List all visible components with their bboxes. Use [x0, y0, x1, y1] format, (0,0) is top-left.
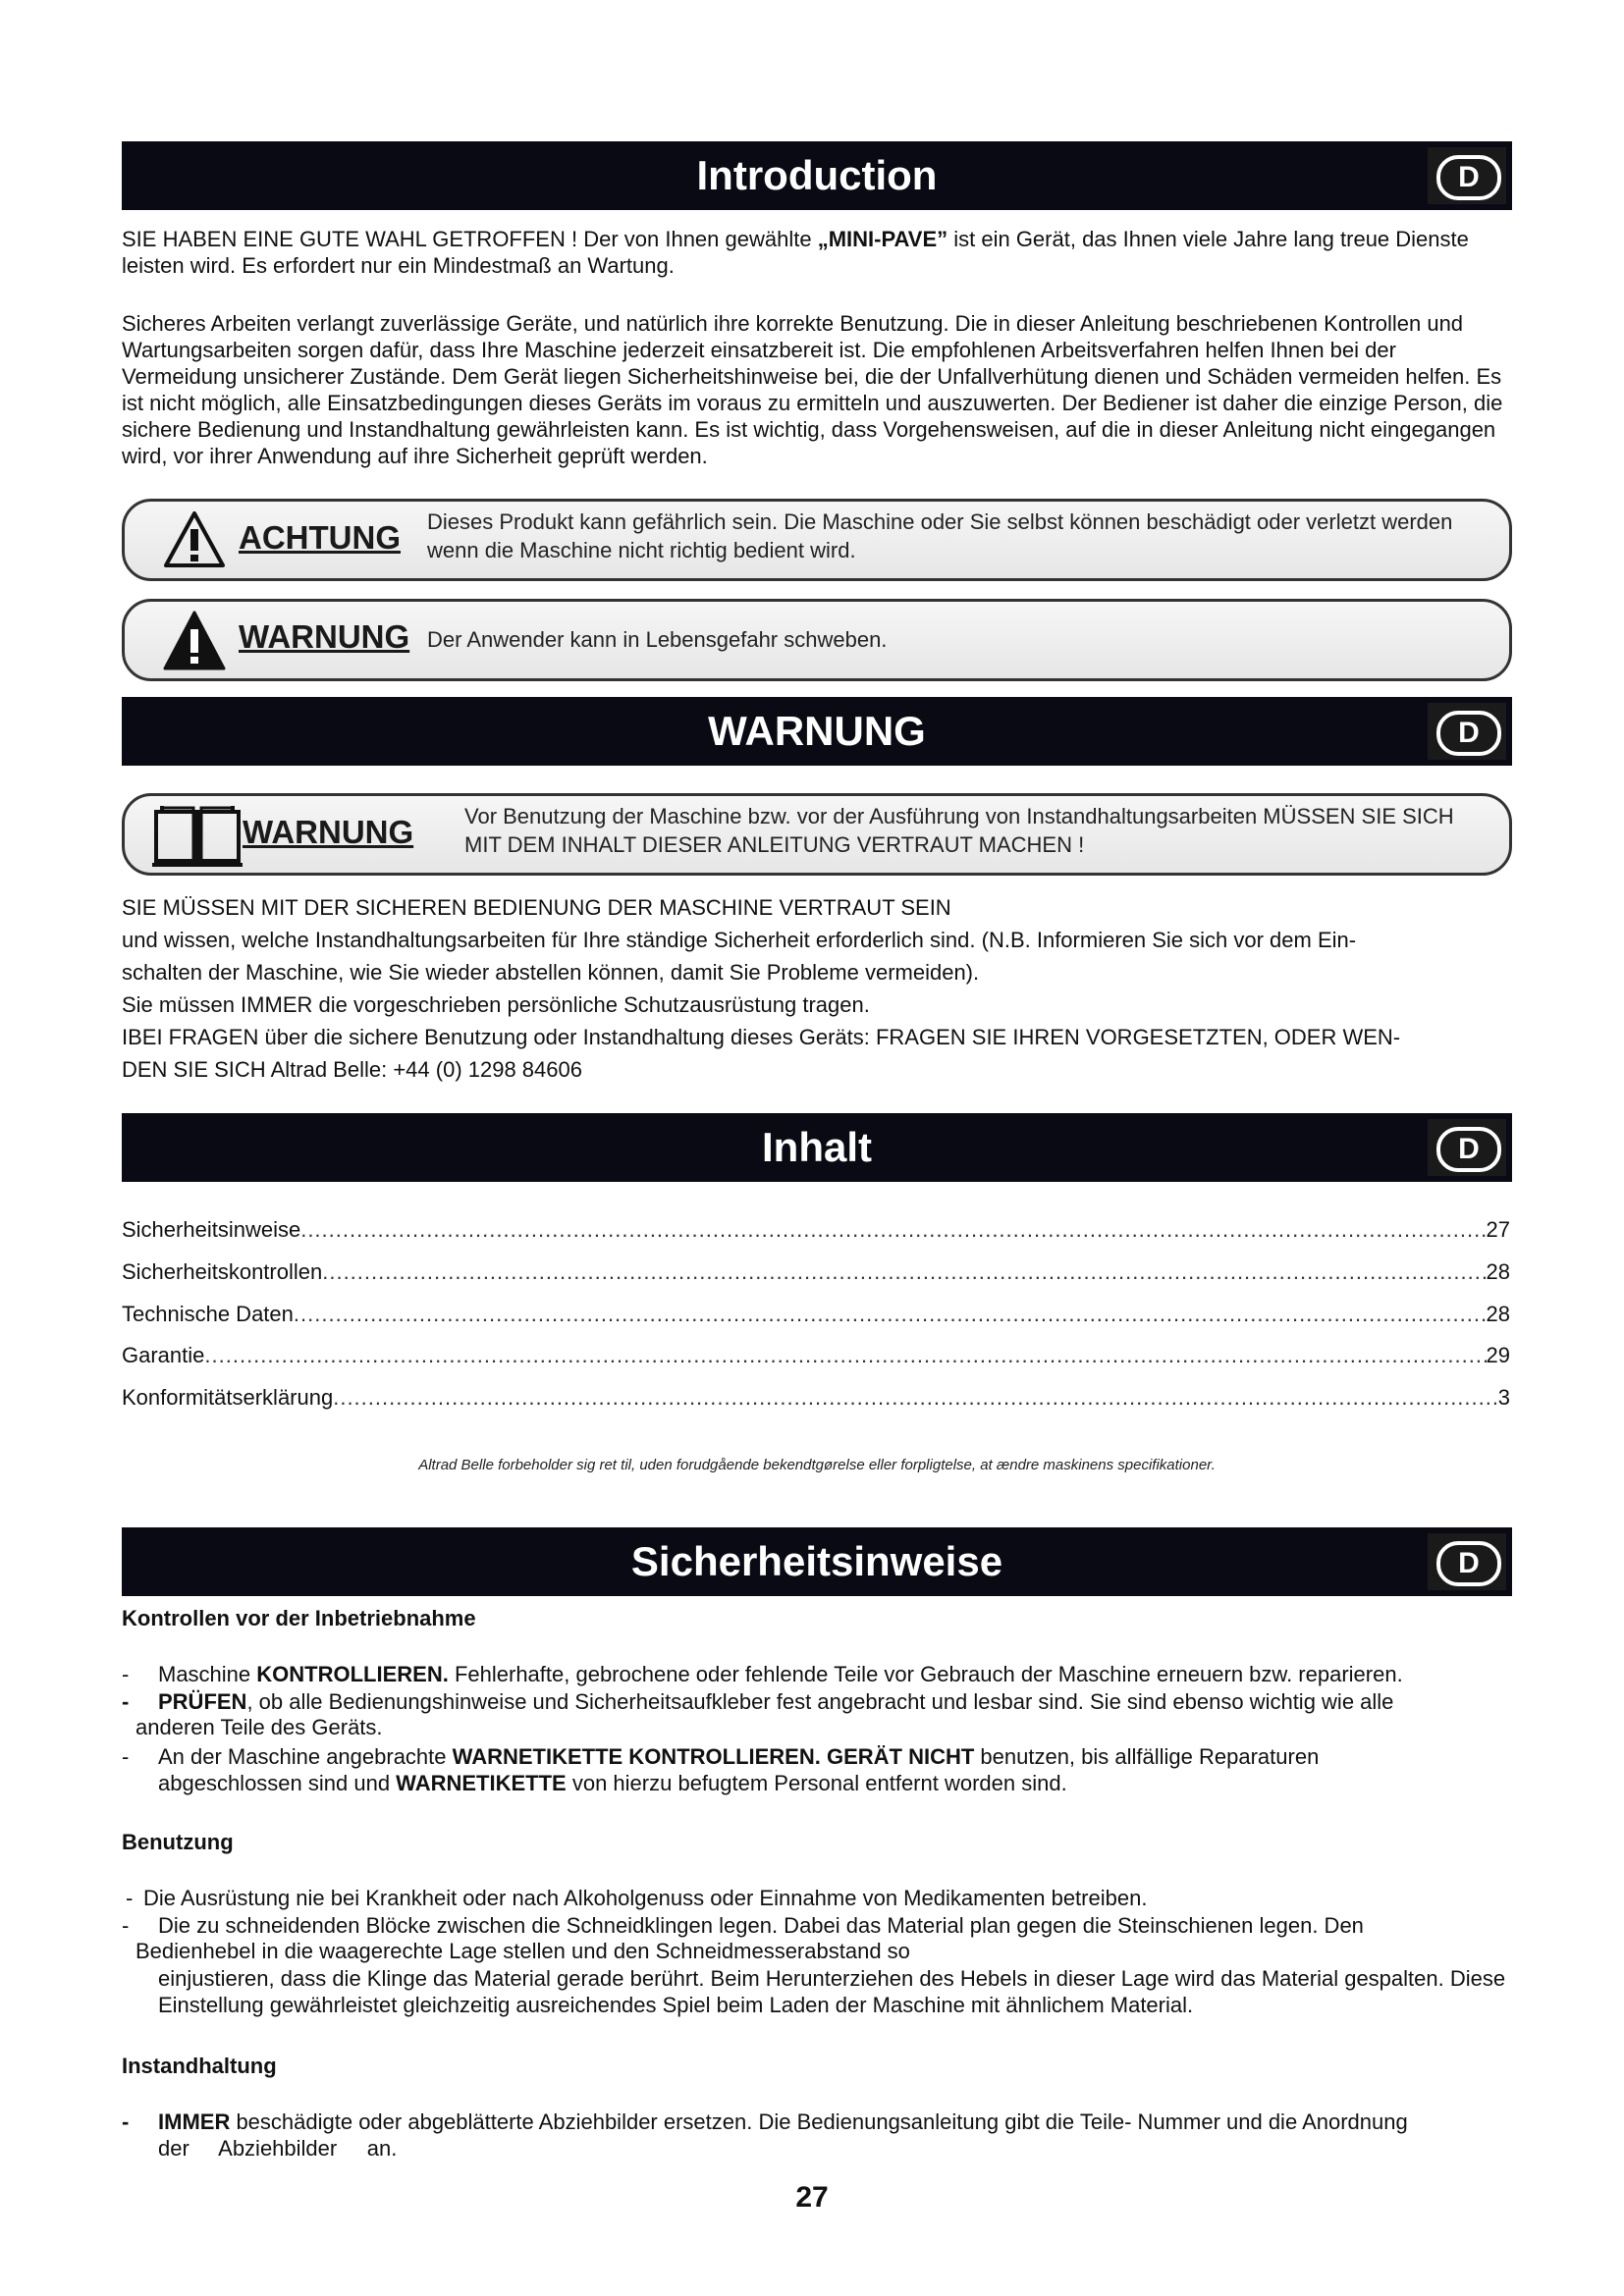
manual-book-icon	[148, 802, 246, 871]
intro-paragraph-1: SIE HABEN EINE GUTE WAHL GETROFFEN ! Der von Ihnen gewählte „MINI-PAVE” ist ein Gerät, das Ihnen viele Jahre lang treue Dienste leisten wird. Es erfordert nur ein Mindestmaß an Wartung.	[122, 227, 1469, 278]
manual-warnung-callout	[122, 793, 1512, 876]
toc-entry[interactable]: Technische Daten ..... 28	[122, 1300, 1510, 1329]
toc-entry[interactable]: Konformitätserklärung ..... 3	[122, 1383, 1510, 1413]
language-badge: D	[1428, 1119, 1506, 1176]
sicherheitsinweise-title: Sicherheitsinweise	[630, 1538, 1003, 1584]
warnung-label: WARNUNG	[239, 618, 410, 655]
sicherheitsinweise-banner	[122, 1527, 1512, 1596]
manual-warnung-label: WARNUNG	[243, 814, 414, 850]
heading-kontrollen: Kontrollen vor der Inbetriebnahme	[122, 1606, 476, 1630]
warning-triangle-icon	[162, 610, 227, 672]
page-number: 27	[795, 2181, 829, 2214]
inhalt-banner	[122, 1113, 1512, 1182]
introduction-banner	[122, 141, 1512, 210]
warnung-text: Der Anwender kann in Lebensgefahr schweben.	[427, 627, 888, 652]
warnung-info: SIE MÜSSEN MIT DER SICHEREN BEDIENUNG DER MASCHINE VERTRAUT SEIN und wissen, welche Instandhaltungsarbeiten für Ihre ständige Sicherheit erforderlich sind. (N.B. Informieren Sie sich vor dem Ein- schalten der Maschine, wie Sie wieder abstellen können, damit Sie Probleme vermeiden). Sie müssen IMMER die vorgeschrieben persönliche Schutzausrüstung tragen. IBEI FRAGEN über die sichere Benutzung oder Instandhaltung dieses Geräts: FRAGEN SIE IHREN VORGESETZTEN, ODER WEN- DEN SIE SICH Altrad Belle: +44 (0) 1298 84606	[122, 895, 1401, 1082]
heading-instandhaltung: Instandhaltung	[122, 2054, 277, 2078]
manual-warnung-text: Vor Benutzung der Maschine bzw. vor der Ausführung von Instandhaltungsarbeiten MÜSSEN SIE SICH MIT DEM INHALT DIESER ANLEITUNG VERTRAUT MACHEN !	[464, 804, 1454, 857]
language-badge: D	[1428, 147, 1506, 204]
introduction-title: Introduction	[696, 152, 938, 198]
achtung-callout	[122, 499, 1512, 581]
intro-paragraph-2: Sicheres Arbeiten verlangt zuverlässige Geräte, und natürlich ihre korrekte Benutzung. Die in dieser Anleitung beschriebenen Kontrollen und Wartungsarbeiten sorgen dafür, dass Ihre Maschine jederzeit einsatzbereit ist. Die empfohlenen Arbeitsverfahren helfen Ihnen bei der Vermeidung unsicherer Zustände. Dem Gerät liegen Sicherheitshinweise bei, die der Unfallverhütung dienen und Schäden vermeiden helfen. Es ist nicht möglich, alle Einsatzbedingungen dieses Geräts im voraus zu ermitteln und auszuwerten. Der Bediener ist daher die einzige Person, die sichere Bedienung und Instandhaltung gewährleisten kann. Es ist wichtig, dass Vorgehensweisen, auf die in dieser Anleitung nicht eingegangen wird, vor ihrer Anwendung auf ihre Sicherheit geprüft werden.	[122, 311, 1503, 468]
warnung-title: WARNUNG	[708, 708, 926, 754]
achtung-label: ACHTUNG	[239, 519, 401, 556]
toc-entry[interactable]: Sicherheitsinweise ..... 27	[122, 1215, 1510, 1245]
warnung-banner	[122, 697, 1512, 766]
specification-footnote: Altrad Belle forbeholder sig ret til, uden forudgående bekendtgørelse eller forpligtelse, at ændre maskinens specifikationer.	[418, 1457, 1216, 1473]
warnung-callout	[122, 599, 1512, 681]
toc-entry[interactable]: Garantie ..... 29	[122, 1341, 1510, 1370]
heading-benutzung: Benutzung	[122, 1830, 234, 1854]
inhalt-title: Inhalt	[762, 1124, 872, 1170]
toc-entry[interactable]: Sicherheitskontrollen ..... 28	[122, 1257, 1510, 1287]
language-badge: D	[1428, 1533, 1506, 1590]
caution-triangle-icon	[162, 509, 227, 570]
achtung-text: Dieses Produkt kann gefährlich sein. Die Maschine oder Sie selbst können beschädigt oder verletzt werden wenn die Maschine nicht richtig bedient wird.	[427, 509, 1453, 562]
language-badge: D	[1428, 703, 1506, 760]
